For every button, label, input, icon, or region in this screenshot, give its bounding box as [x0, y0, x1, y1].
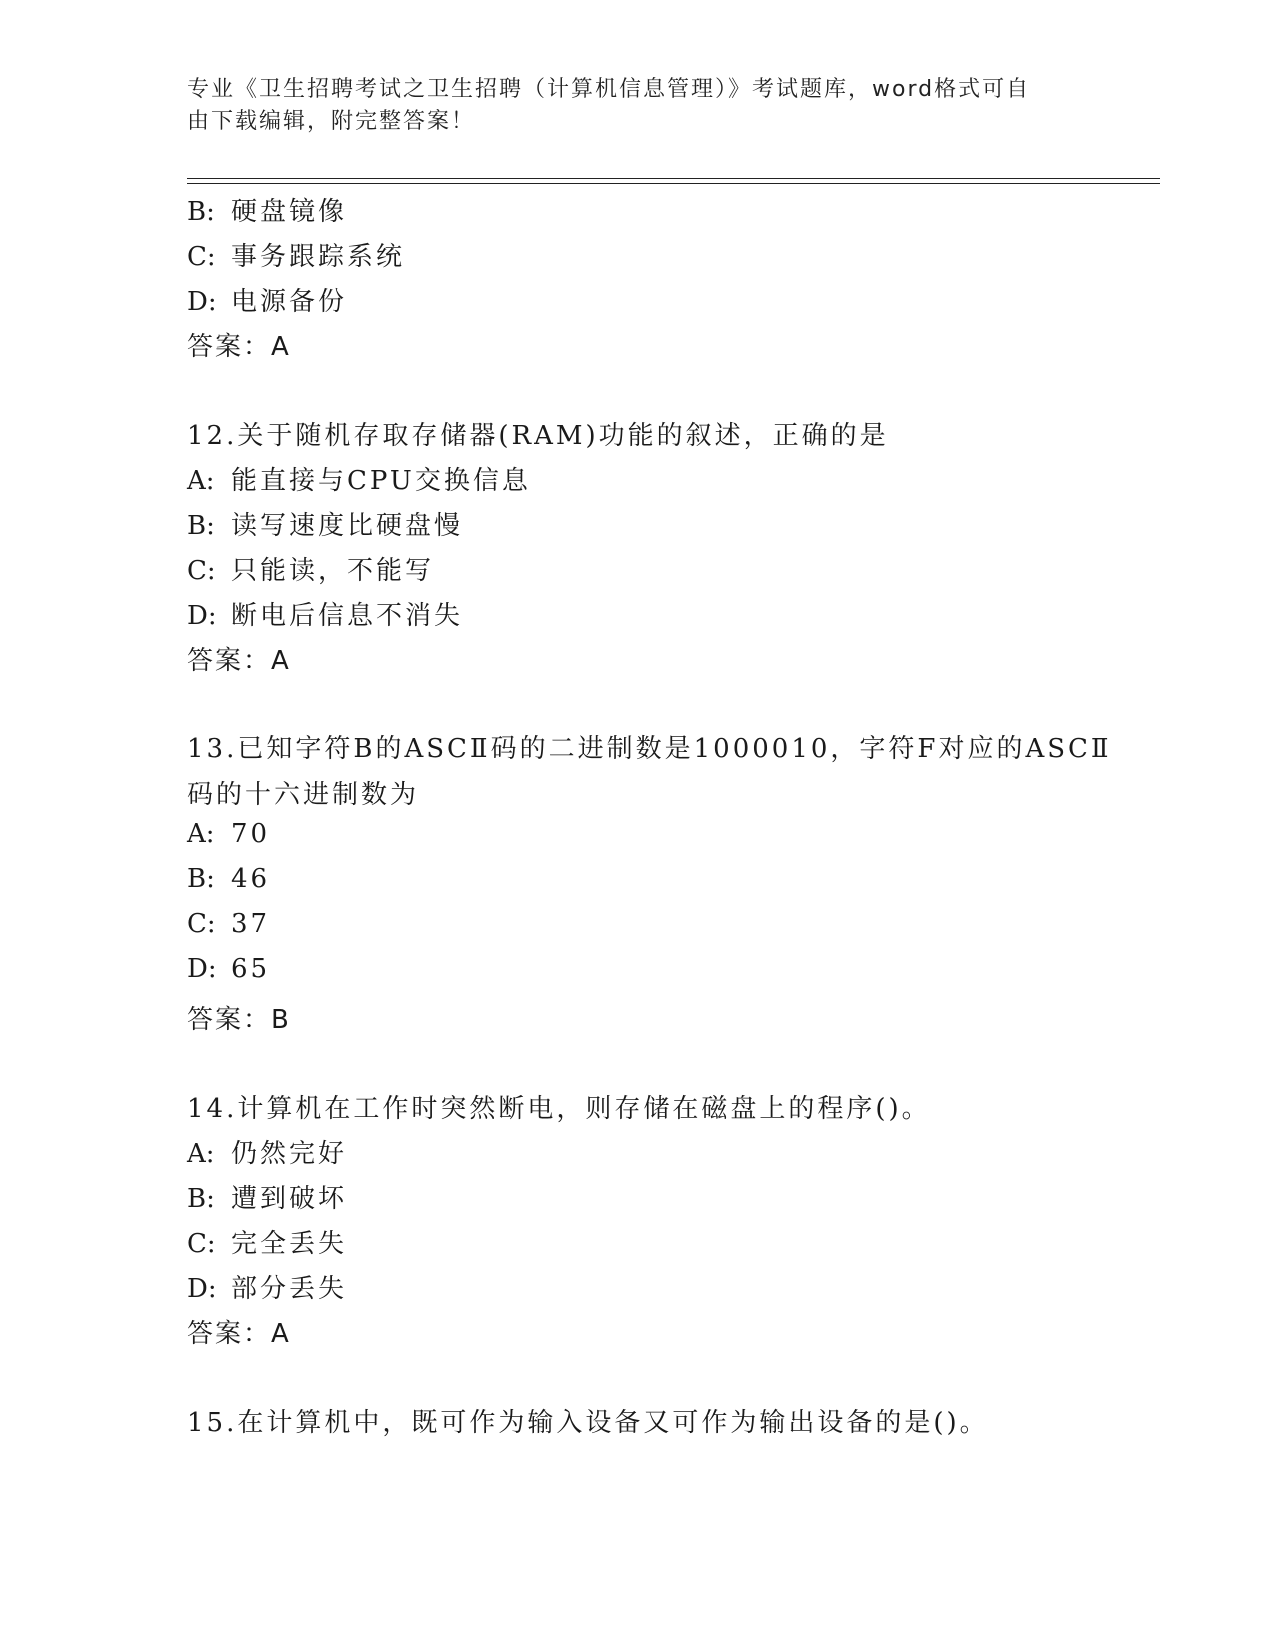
q11-option-c: C: 事务跟踪系统	[187, 242, 406, 272]
q13-option-a: A: 70	[187, 819, 271, 849]
header-line-2: 由下载编辑，附完整答案！	[187, 109, 476, 134]
q13-question-line-2: 码的十六进制数为	[187, 780, 420, 810]
q14-option-d: D: 部分丢失	[187, 1274, 348, 1304]
q14-question: 14.计算机在工作时突然断电，则存储在磁盘上的程序()。	[187, 1094, 931, 1124]
q11-answer: 答案：A	[187, 332, 291, 362]
q14-answer: 答案：A	[187, 1319, 291, 1349]
q13-question-line-1: 13.已知字符B的ASCⅡ码的二进制数是1000010，字符F对应的ASCⅡ	[187, 734, 1112, 764]
q13-option-d: D: 65	[187, 954, 271, 984]
q12-answer: 答案：A	[187, 646, 291, 676]
q11-option-b: B: 硬盘镜像	[187, 197, 348, 227]
q14-option-c: C: 完全丢失	[187, 1229, 348, 1259]
q14-option-b: B: 遭到破坏	[187, 1184, 348, 1214]
q12-option-d: D: 断电后信息不消失	[187, 601, 464, 631]
header-rule-top	[187, 178, 1160, 179]
header-line-1: 专业《卫生招聘考试之卫生招聘（计算机信息管理）》考试题库，word格式可自	[187, 77, 1031, 102]
q12-option-c: C: 只能读，不能写	[187, 556, 435, 586]
q14-option-a: A: 仍然完好	[187, 1139, 348, 1169]
q13-option-c: C: 37	[187, 909, 271, 939]
q15-question: 15.在计算机中，既可作为输入设备又可作为输出设备的是()。	[187, 1408, 989, 1438]
header-rule-bottom	[187, 183, 1160, 184]
document-header	[187, 74, 1087, 138]
q12-option-a: A: 能直接与CPU交换信息	[187, 466, 531, 496]
q13-answer: 答案：B	[187, 1005, 291, 1035]
q13-option-b: B: 46	[187, 864, 271, 894]
q11-option-d: D: 电源备份	[187, 287, 348, 317]
q12-question: 12.关于随机存取存储器(RAM)功能的叙述，正确的是	[187, 421, 889, 451]
q12-option-b: B: 读写速度比硬盘慢	[187, 511, 464, 541]
